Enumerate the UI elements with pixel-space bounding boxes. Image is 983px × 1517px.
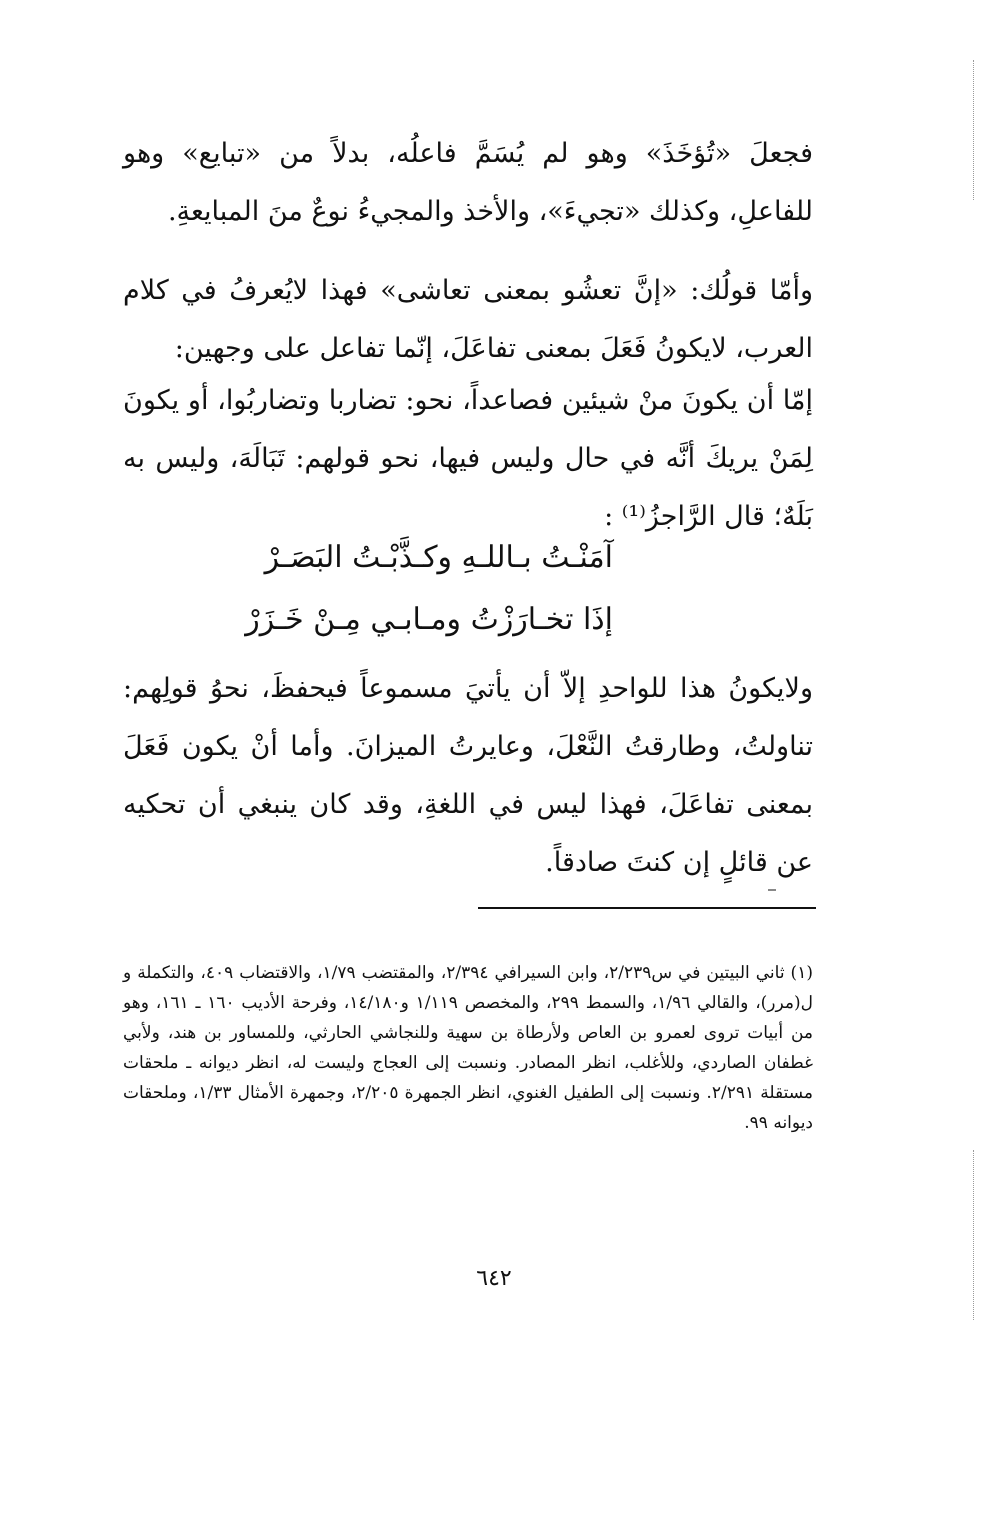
stray-mark — [768, 889, 776, 891]
verse-line-2: إذَا تخـارَزْتُ ومـابـي مِـنْ خَـزَرْ — [245, 602, 613, 637]
paragraph-2: وأمّا قولُك: «إنَّ تعشُو بمعنى تعاشى» فهذا لايُعرفُ في كلام العرب، لايكونُ فَعَلَ بمعنى تفاعَلَ، إنّما تفاعل على وجهين: — [123, 275, 813, 364]
verse-line-1: آمَنْـتُ بـاللـهِ وكـذَّبْـتُ البَصَـرْ — [264, 540, 613, 575]
paragraph-4: ولايكونُ هذا للواحدِ إلاّ أن يأتيَ مسموعاً فيحفظَ، نحوُ قولِهم: تناولتُ، وطارقتُ النَّعْلَ، وعايرتُ الميزانَ. وأما أنْ يكون فَعَلَ بمعنى تفاعَلَ، فهذا ليس في اللغةِ، وقد كان ينبغي أن تحكيه عن قائلٍ إن كنتَ صادقاً. — [123, 673, 813, 878]
footnote-1: (١) ثاني البيتين في س٢/٢٣٩، وابن السيرافي ٢/٣٩٤، والمقتضب ١/٧٩، والاقتضاب ٤٠٩، والتكملة و ل(مرر)، والقالي ١/٩٦، والسمط ٢٩٩، والمخصص ١/١١٩ و١٤/١٨٠، وفرحة الأديب ١٦٠ ـ ١٦١، وهو من أبيات تروى لعمرو بن العاص ولأرطاة بن سهية وللنجاشي الحارثي، وللمساور بن هند، ولأبي غطفان الصاردي، وللأغلب، انظر المصادر. ونسبت إلى العجاج وليست له، انظر ديوانه ـ ملحقات مستقلة ٢/٢٩١. ونسبت إلى الطفيل الغنوي، انظر الجمهرة ٢/٢٠٥، وجمهرة الأمثال ١/٣٣، وملحقات ديوانه ٩٩. — [123, 963, 813, 1133]
page-number: ٦٤٢ — [476, 1266, 512, 1291]
scan-edge-mark-bottom — [973, 1150, 975, 1320]
scan-edge-mark-top — [973, 60, 975, 200]
footnote-separator — [478, 907, 816, 909]
paragraph-1: فجعلَ «تُؤخَذَ» وهو لم يُسَمَّ فاعلُه، بدلاً من «تبايع» وهو للفاعلِ، وكذلك «تجيءَ»، والأخذ والمجيءُ نوعٌ منَ المبايعةِ. — [123, 138, 813, 227]
paragraph-3: إمّا أن يكونَ منْ شيئين فصاعداً، نحو: تضاربا وتضاربُوا، أو يكونَ لِمَنْ يريكَ أنَّه في حال وليس فيها، نحو قولهم: تَبَالَهَ، وليس به بَلَهٌ؛ قال الرَّاجزُ⁽¹⁾ : — [123, 385, 813, 532]
